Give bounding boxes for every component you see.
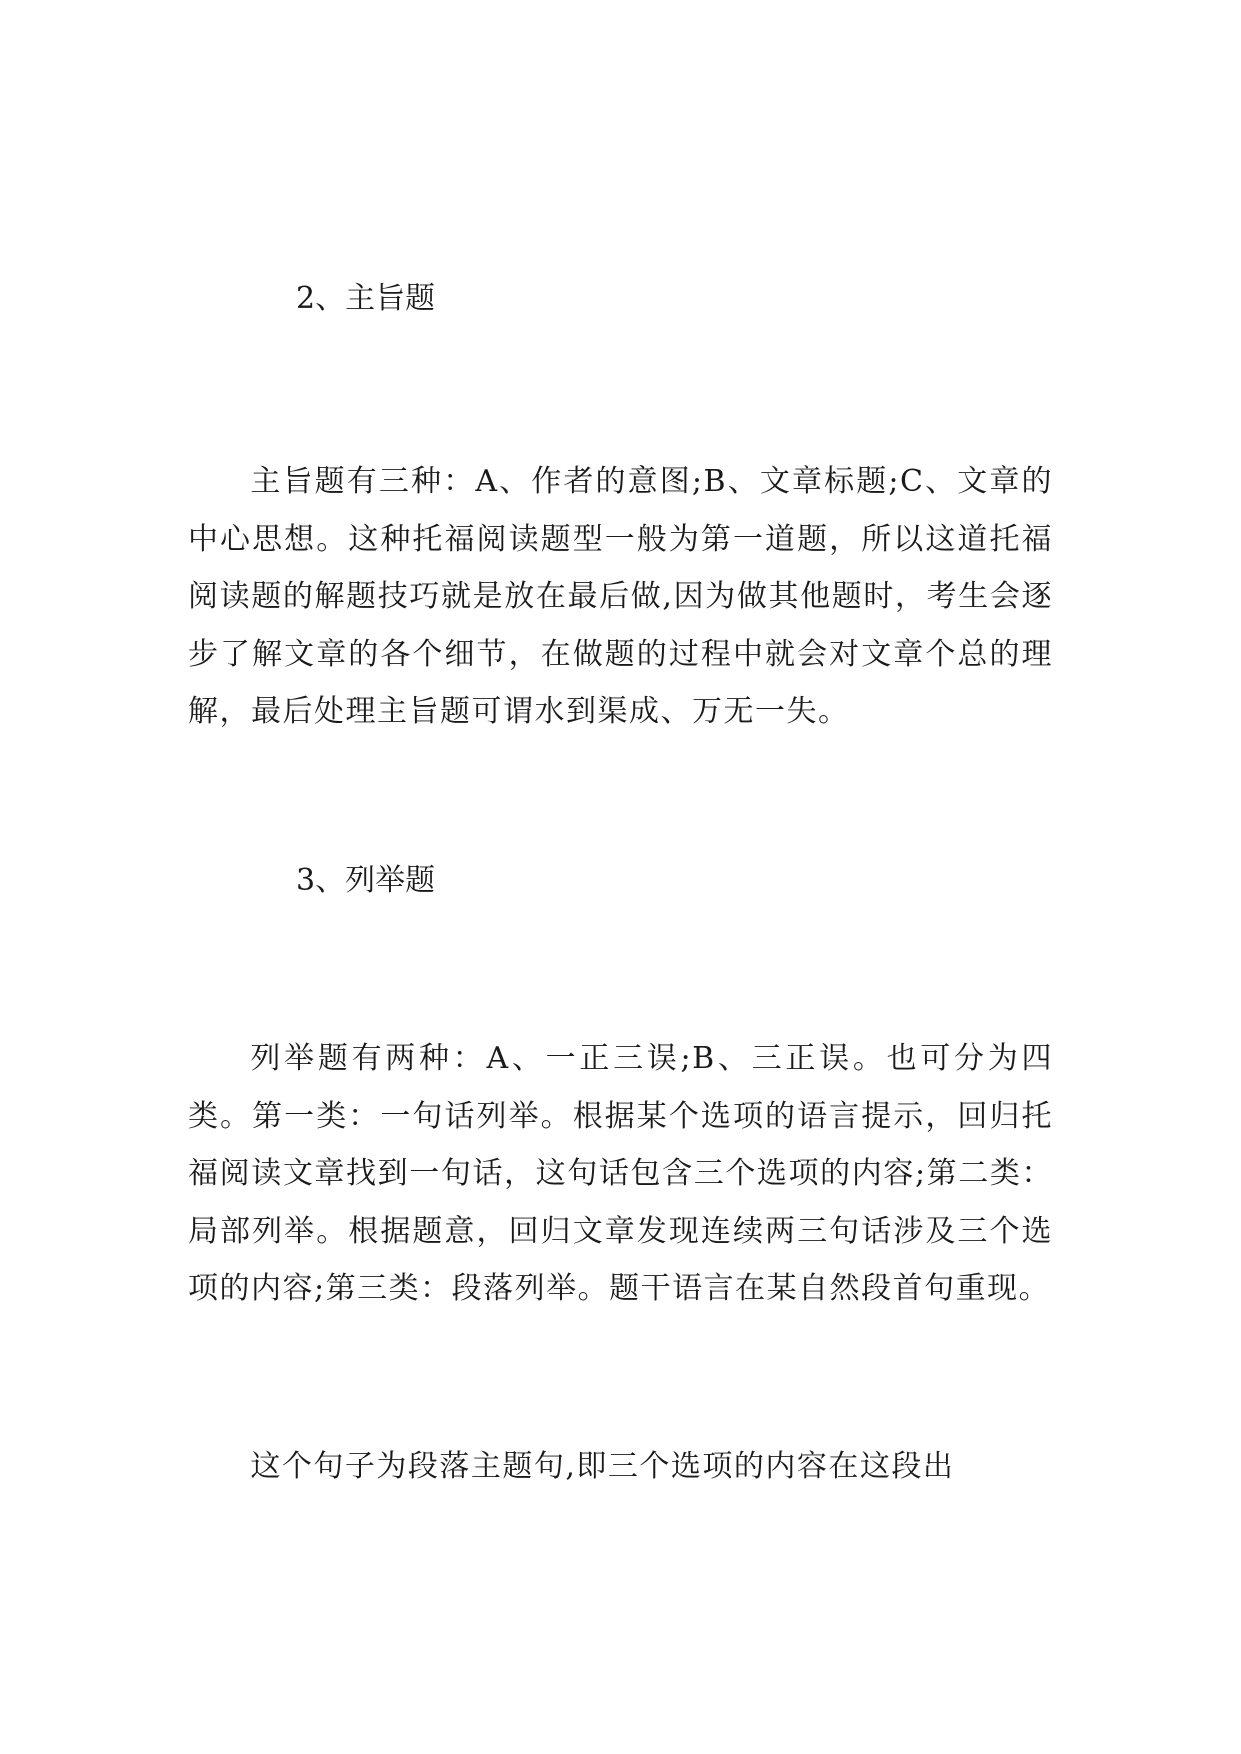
paragraph-trailing: 这个句子为段落主题句,即三个选项的内容在这段出 <box>250 1449 955 1484</box>
section-heading-main-idea: 2、主旨题 <box>296 281 436 316</box>
paragraph-enumeration: 列举题有两种：A、一正三误;B、三正误。也可分为四类。第一类：一句话列举。根据某个选项的语言提示，回归托福阅读文章找到一句话，这句话包含三个选项的内容;第二类：局部列举。根据题意，回归文章发现连续两三句话涉及三个选项的内容;第三类：段落列举。题干语言在某自然段首句重现。 <box>188 1041 1053 1306</box>
paragraph-main-idea: 主旨题有三种：A、作者的意图;B、文章标题;C、文章的中心思想。这种托福阅读题型一般为第一道题，所以这道托福阅读题的解题技巧就是放在最后做,因为做其他题时，考生会逐步了解文章的各个细节，在做题的过程中就会对文章个总的理解，最后处理主旨题可谓水到渠成、万无一失。 <box>188 464 1053 729</box>
section-heading-enumeration: 3、列举题 <box>296 863 436 898</box>
